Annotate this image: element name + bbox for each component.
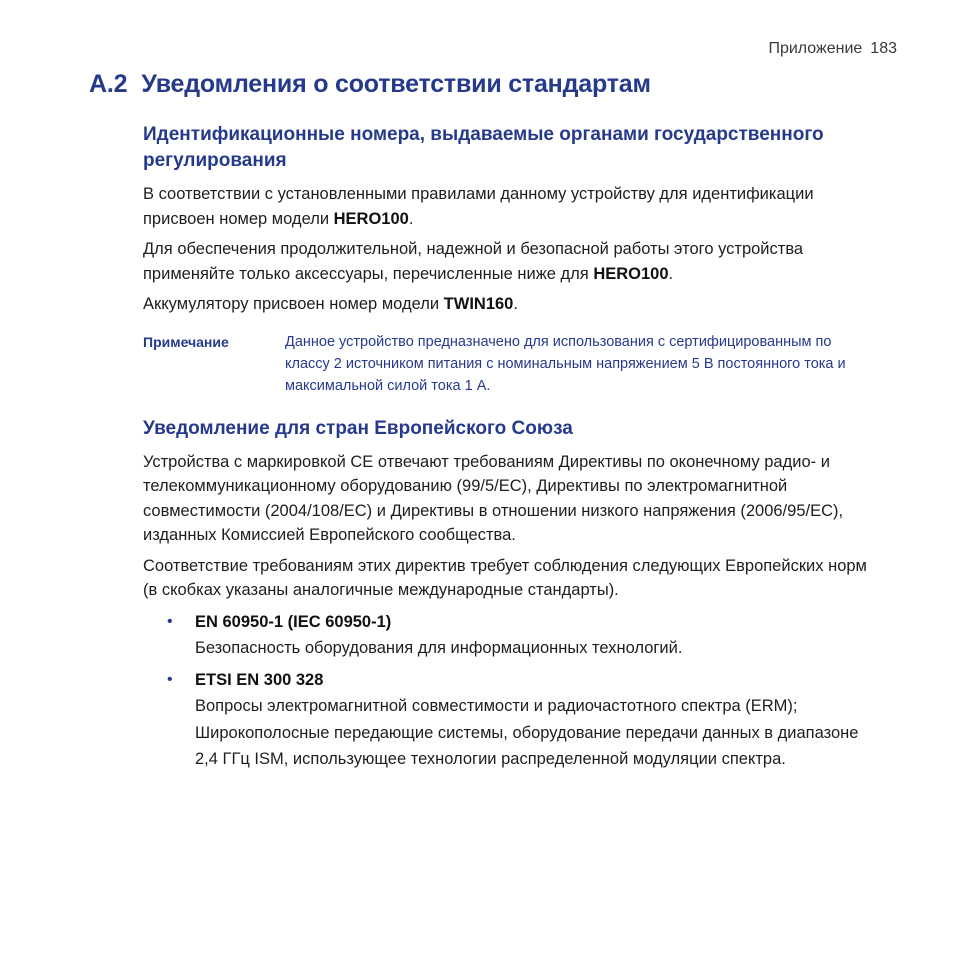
bullet-icon: • [167,612,173,630]
standard-description: Вопросы электромагнитной совместимости и радиочастотного спектра (ERM); Широкополосные передающие системы, оборудование передачи данных в диапазоне 2,4 ГГц ISM, использующее технологии распределенной модуляции спектра. [195,697,859,768]
page-number: 183 [870,40,897,57]
paragraph-accessories: Для обеспечения продолжительной, надежной и безопасной работы этого устройства применяйте только аксессуары, перечисленные ниже для HERO100. [143,240,804,283]
section-heading [89,70,889,99]
list-item [143,667,883,773]
standards-list [143,609,883,773]
note-label: Примечание [143,333,229,350]
standard-description: Безопасность оборудования для информационных технологий. [195,638,683,657]
header-section-name: Приложение [768,40,863,57]
standard-title: EN 60950-1 (IEC 60950-1) [195,612,392,631]
page-content [89,70,889,779]
standard-title: ETSI EN 300 328 [195,671,324,689]
paragraph-ce-marking: Устройства с маркировкой CE отвечают требованиям Директивы по оконечному радио- и телекоммуникационному оборудованию (99/5/EC), Директивы по электромагнитной совместимости (2004/108/EC) и Директивы в отношении низкого напряжения (2006/95/EC), изданных Комиссией Европейского сообщества. [143,452,844,544]
note-block [143,331,883,397]
list-item [143,609,883,662]
battery-model-number: TWIN160 [443,295,514,313]
model-number: HERO100 [333,209,409,228]
note-text: Данное устройство предназначено для использования с сертифицированным по классу 2 источником питания с номинальным напряжением 5 В постоянного тока и максимальной силой тока 1 А. [285,333,846,394]
bullet-icon: • [167,671,173,688]
section-body [143,122,883,773]
paragraph-battery: Аккумулятору присвоен номер модели TWIN160. [143,295,518,313]
subsection-title-regulatory-ids: Идентификационные номера, выдаваемые органами государственного регулирования [143,124,824,171]
model-number-2: HERO100 [593,264,669,283]
running-header [768,40,897,58]
paragraph-model-number: В соответствии с установленными правилами данному устройству для идентификации присвоен номер модели HERO100. [143,185,814,228]
section-title: Уведомления о соответствии стандартам [141,70,651,98]
section-number: A.2 [89,70,128,98]
subsection-title-eu-notice: Уведомление для стран Европейского Союза [143,417,573,439]
paragraph-european-norms: Соответствие требованиям этих директив требует соблюдения следующих Европейских норм (в скобках указаны аналогичные международные стандарты). [143,556,867,599]
